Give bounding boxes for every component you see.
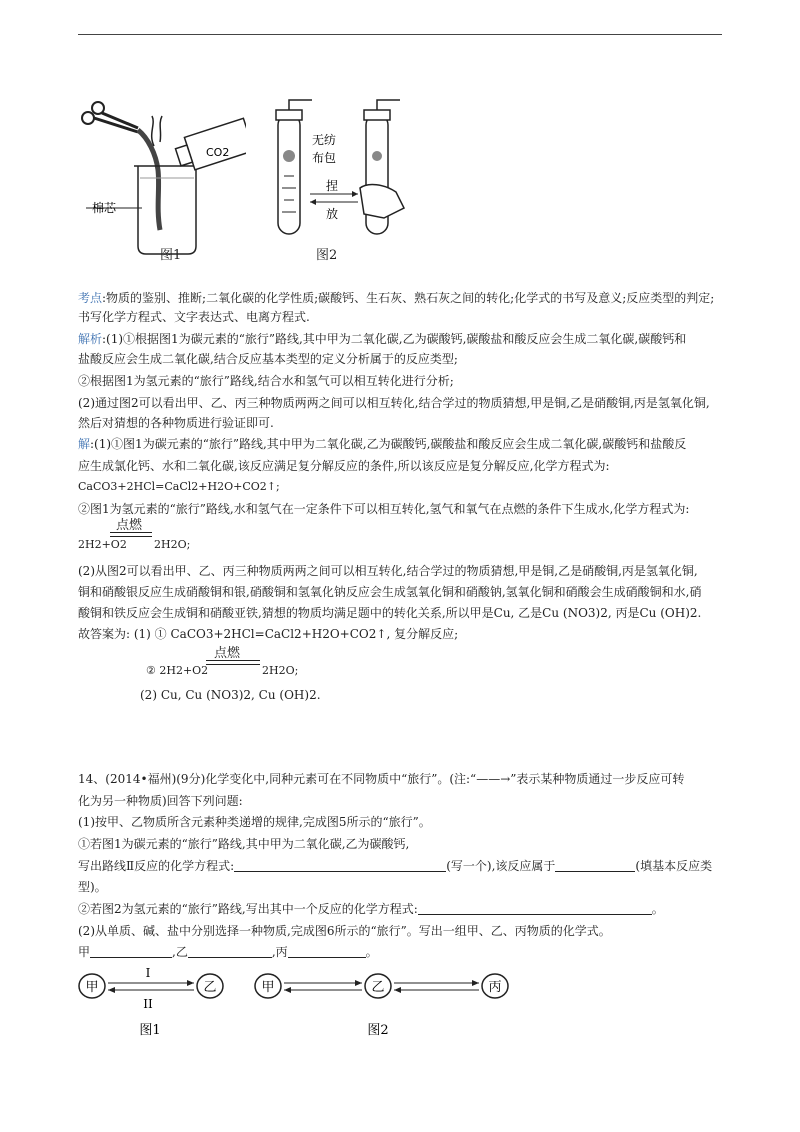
q14-line-6: 型)。 [78, 880, 107, 894]
squeeze-label: 捏 [326, 179, 339, 193]
bag-label-1: 无纺 [312, 133, 337, 147]
jie-line: 解:(1)①图1为碳元素的“旅行”路线,其中甲为二氧化碳,乙为碳酸钙,碳酸盐和酸反应会生成二氧化碳,碳酸钙和盐酸反 [78, 437, 687, 451]
answer-equation-left: ② 2H2+O2 [146, 664, 209, 677]
route-i-label: I [145, 966, 151, 980]
flame [152, 116, 154, 146]
q14-line-1: 14、(2014•福州)(9分)化学变化中,同种元素可在不同物质中“旅行”。(注:“——→”表示某种物质通过一步反应可转 [78, 772, 685, 786]
cloth-bag-right [372, 151, 382, 161]
q14-line-4: ①若图1为碳元素的“旅行”路线,其中甲为二氧化碳,乙为碳酸钙, [78, 837, 410, 851]
figure-1-caption: 图1 [160, 248, 182, 263]
bag-label-2: 布包 [312, 151, 337, 165]
q14-line-9: 甲 ,乙 ,丙 。 [78, 945, 378, 959]
q14-line-3: (1)按甲、乙物质所含元素种类递增的规律,完成图5所示的“旅行”。 [78, 815, 431, 829]
figure-2-tubes [272, 96, 412, 246]
route-ii-label: II [143, 997, 153, 1011]
answer-line-3: (2) Cu, Cu (NO3)2, Cu (OH)2. [140, 688, 321, 702]
ignite-condition: 点燃 [116, 518, 143, 533]
answer-equation-bar [206, 660, 260, 665]
flame [160, 116, 162, 142]
node-jia: 甲 [85, 980, 99, 995]
fenxi-line-2: 盐酸反应会生成二氧化碳,结合反应基本类型的定义分析属于的反应类型; [78, 352, 458, 366]
q14-line-8: (2)从单质、碱、盐中分别选择一种物质,完成图6所示的“旅行”。写出一组甲、乙、丙物质的化学式。 [78, 924, 611, 938]
kaodian-line-2: 书写化学方程式、文字表达式、电离方程式. [78, 310, 310, 324]
answer-blank-bing[interactable] [288, 946, 366, 958]
kaodian-line: 考点:物质的鉴别、推断;二氧化碳的化学性质;碳酸钙、生石灰、熟石灰之间的转化;化学式的书写及意义;反应类型的判定; [78, 291, 715, 305]
jie-label: 解 [78, 437, 91, 451]
wick-strand [138, 130, 160, 230]
arrow-head [472, 980, 479, 986]
test-tube-left [278, 114, 300, 234]
arrow-head [187, 980, 194, 986]
answer-blank-yi[interactable] [188, 946, 272, 958]
arrow-head [310, 199, 316, 205]
answer-equation-right: 2H2O; [262, 664, 299, 677]
release-label: 放 [326, 207, 339, 221]
equation-1: CaCO3+2HCl=CaCl2+H2O+CO2↑; [78, 480, 280, 493]
tong-handle [92, 102, 104, 114]
answer-blank-jia[interactable] [90, 946, 172, 958]
tube-pipe [377, 100, 400, 110]
arrow-head [355, 980, 362, 986]
node-jia-2: 甲 [261, 980, 275, 995]
fenxi-label: 解析 [78, 332, 103, 346]
q14-line-7: ②若图2为氢元素的“旅行”路线,写出其中一个反应的化学方程式: 。 [78, 902, 664, 916]
stopper-right [364, 110, 390, 120]
q14-line-5: 写出路线Ⅱ反应的化学方程式: (写一个),该反应属于 (填基本反应类 [78, 859, 713, 873]
jie-line-5: 铜和硝酸银反应生成硝酸铜和银,硝酸铜和氢氧化钠反应会生成氢氧化铜和硝酸钠,氢氧化铜和硝酸会生成硝酸铜和水,硝 [78, 585, 702, 599]
co2-label: CO2 [206, 146, 230, 159]
figure-1-bottom-caption: 图1 [139, 1023, 161, 1038]
equation-2-left: 2H2+O2 [78, 538, 127, 551]
fenxi-line-4: (2)通过图2可以看出甲、乙、丙三种物质两两之间可以相互转化,结合学过的物质猜想,甲是铜,乙是硝酸铜,丙是氢氧化铜, [78, 396, 710, 410]
arrow-head [284, 987, 291, 993]
jie-line-4: (2)从图2可以看出甲、乙、丙三种物质两两之间可以相互转化,结合学过的物质猜想,甲是铜,乙是硝酸铜,丙是氢氧化铜, [78, 564, 698, 578]
kaodian-label: 考点 [78, 291, 103, 305]
answer-blank-hydrogen-equation[interactable] [418, 903, 652, 915]
node-bing: 丙 [488, 980, 502, 995]
jie-line-3: ②图1为氢元素的“旅行”路线,水和氢气在一定条件下可以相互转化,氢气和氧气在点燃的条件下生成水,化学方程式为: [78, 502, 690, 516]
cloth-bag-left [283, 150, 295, 162]
equation-2-right: 2H2O; [154, 538, 191, 551]
fenxi-line: 解析:(1)①根据图1为碳元素的“旅行”路线,其中甲为二氧化碳,乙为碳酸钙,碳酸盐和酸反应会生成二氧化碳,碳酸钙和 [78, 332, 687, 346]
tube-pipe [289, 100, 312, 110]
tong-handle [82, 112, 94, 124]
hand [360, 185, 404, 218]
bottom-figures [74, 962, 524, 1042]
arrow-head [352, 191, 358, 197]
beaker [138, 166, 196, 254]
figure-2-bottom-caption: 图2 [367, 1023, 389, 1038]
ignite-condition-answer: 点燃 [214, 646, 241, 661]
answer-blank-reaction-type[interactable] [555, 860, 635, 872]
stopper-left [276, 110, 302, 120]
arrow-head [108, 987, 115, 993]
wick-label: 棉芯 [92, 201, 117, 215]
figure-1-beaker [76, 98, 246, 260]
answer-blank-equation[interactable] [234, 860, 446, 872]
equation-bar [110, 532, 152, 537]
jie-line-2: 应生成氯化钙、水和二氧化碳,该反应满足复分解反应的条件,所以该反应是复分解反应,化学方程式为: [78, 459, 610, 473]
fenxi-line-5: 然后对猜想的各种物质进行验证即可. [78, 416, 274, 430]
fenxi-line-3: ②根据图1为氢元素的“旅行”路线,结合水和氢气可以相互转化进行分析; [78, 374, 454, 388]
q14-line-2: 化为另一种物质)回答下列问题: [78, 794, 243, 808]
figure-2-caption: 图2 [316, 248, 338, 263]
node-yi: 乙 [203, 980, 217, 995]
answer-line-1: 故答案为: (1) ① CaCO3+2HCl=CaCl2+H2O+CO2↑, 复分解反应; [78, 627, 459, 641]
node-yi-2: 乙 [371, 980, 385, 995]
header-rule [78, 34, 722, 35]
jie-line-6: 酸铜和铁反应会生成铜和硝酸亚铁,猜想的物质均满足题中的转化关系,所以甲是Cu, 乙是Cu (NO3)2, 丙是Cu (OH)2. [78, 606, 702, 620]
arrow-head [394, 987, 401, 993]
